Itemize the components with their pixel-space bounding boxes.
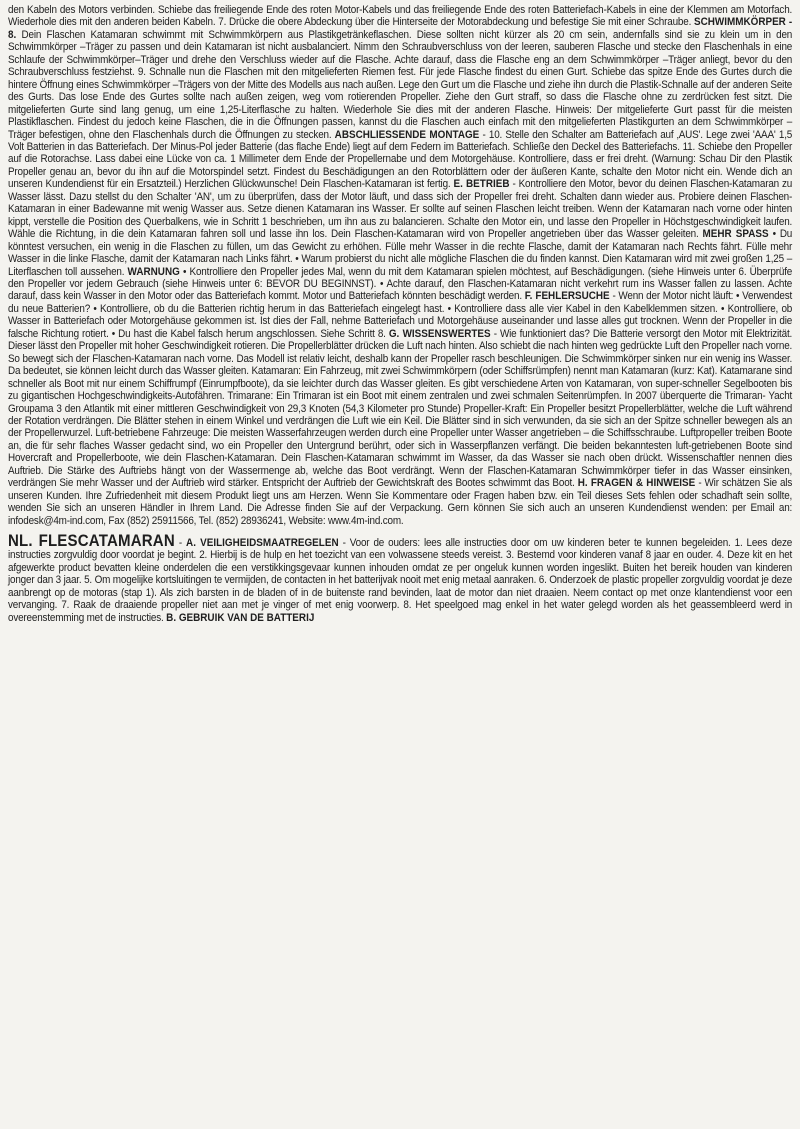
body-text: • Kontrolliere den Propeller jedes Mal, wenn du mit dem Katamaran spielen möchtest, auf Beschädigungen. (siehe Hinweis unter 6. Überprüfe den Propeller vor jedem Gebrauch (siehe Hinweis unter 6: BEVOR DU BEGINNST). • Achte darauf, den Flaschen-Katamaran nicht verkehrt rum ins Wasser fallen zu lassen. Achte darauf, dass kein Wasser in den Motor oder das Batteriefach kommt. Motor und Batteriefach könnten beschädigt werden. xyxy=(8,265,793,303)
body-text: - Wie funktioniert das? Die Batterie versorgt den Motor mit Elektrizität. Dieser lässt den Propeller mit hoher Geschwindigkeit rotieren. Die Propellerblätter drücken die Luft nach hinten. Also schiebt die nach hinten weg gedrückte Luft den Propeller nach vorne. So bewegt sich der Flaschen-Katamaran nach vorne. Das Modell ist relativ leicht, deshalb kann der Propeller rasch beschleunigen. Die Schwimmkörper sinken nur ein wenig ins Wasser. Da bedeutet, sie können leicht durch das Wasser gleiten. Katamaran: Ein Fahrzeug, mit zwei Schwimmkörpern (oder Schiffsrümpfen) nennt man Katamaran (kurz: Kat). Katamarane sind schneller als Boot mit nur einem Schiffrumpf (Einrumpfboote), da sie leichter durch das Wasser gleiten. Es gibt verschiedene Arten von Katamaran, von super-schneller Segelbooten bis zu gigantischen Hochgeschwindigkeits-Autofähren. Trimarane: Ein Trimaran ist ein Boot mit einem zentralen und zwei schmalen Seitenrümpfen. In 2007 überquerte die Trimaran- Yacht Groupama 3 den Atlantik mit einer mittleren Geschwindigkeit von 29,3 Knoten (54,3 Kilometer pro Stunde) Propeller-Kraft: Ein Propeller besitzt Propellerblätter, welche die Luft während der Rotation verdrängen. Die Blätter stehen in einem Winkel und verdrängen die Luft wie ein Keil. Die Blätter sind in sich verwunden, da sie sich an der Spitze schneller bewegen als an der Propellerwurzel. Luft-betriebene Fahrzeuge: Die meisten Wasserfahrzeugen werden durch eine Propeller unter Wasser angetrieben – die Schiffsschraube. Luftpropeller treiben Boote an, die für sehr flaches Wasser gedacht sind, wo ein Propeller den Untergrund berührt, oder sich in Wasserpflanzen verfängt. Die beiden bekanntesten luft-getriebenen Boote sind Hovercraft and Propellerboote, wie dein Flaschen-Katamaran. Dein Flaschen-Katamaran schwimmt im Wasser, da das Wasser sie nach oben drückt. Wissenschaftler nennen dies Auftrieb. Die Stärke des Auftriebs hängt von der Wassermenge ab, welche das Boot verdrängt. Wenn der Flaschen-Katamaran Schwimmkörper tiefer in das Wasser einsinken, verdrängen Sie mehr Wasser und der Auftrieb wird stärker. Entspricht der Auftrieb der Gewichtskraft des Bootes schwimmt das Boot. xyxy=(8,327,793,490)
body-text: - 10. Stelle den Schalter am Batteriefach auf ‚AUS'. Lege zwei 'AAA' 1,5 Volt Batterien in das Batteriefach. Der Minus-Pol jeder Batterie (das flache Ende) liegt auf dem Federn im Batteriefach. Schließe den Deckel des Batteriefachs. 11. Schiebe den Propeller auf die Rotorachse. Lass dabei eine Lücke von ca. 1 Millimeter dem Ende der Propellernabe und dem Motorgehäuse. Kontrolliere, dass er frei dreht. (Warnung: Schau Dir den Plastik Propeller genau an, bevor du ihn auf die Motorspindel setzt. Findest du Beschädigungen an den Rotorblättern oder der äußeren Kante, schalte den Motor nicht ein. Wende dich an unseren Kundendienst für ein Ersatzteil.) Herzlichen Glückwunsche! Dein Flaschen-Katamaran ist fertig. xyxy=(8,128,793,191)
body-text: • Du könntest versuchen, ein wenig in die Flaschen zu füllen, um das Gewicht zu erhöhen. Fülle mehr Wasser in die rechte Flasche, damit der Katamaran nach Rechts fährt. Fülle mehr Wasser in die linke Flasche, damit der Katamaran nach Links fährt. • Warum probierst du nicht alle mögliche Flaschen die du finden kannst. Dien Katamaran wird mit zwei großen 1,25 – Literflaschen toll aussehen. xyxy=(8,228,793,278)
section-heading: E. BETRIEB xyxy=(453,178,510,191)
section-heading: G. WISSENSWERTES xyxy=(388,327,491,340)
body-text: - Wir schätzen Sie als unseren Kunden. Ihre Zufriedenheit mit diesem Produkt liegt uns am Herzen. Wenn Sie Kommentare oder Fragen haben bzw. ein Teil dieses Sets fehlen oder schadhaft sein sollte, wenden Sie sich an unseren Händler in Ihrem Land. Die Adresse finden Sie auf der Verpackung. Gern können Sie sich auch an unseren Kundendienst wenden: per Email an: infodesk@4m-ind.com, Fax (852) 25911566, Tel. (852) 28936241, Website: www.4m-ind.com. xyxy=(8,477,793,527)
german-instructions-text xyxy=(8,4,792,527)
section-heading: WARNUNG xyxy=(127,265,180,278)
section-heading: F. FEHLERSUCHE xyxy=(524,290,610,303)
section-title-nl: NL. FLESCATAMARAN xyxy=(8,531,175,551)
section-heading: ABSCHLIESSENDE MONTAGE xyxy=(334,128,480,141)
body-text: Dein Flaschen Katamaran schwimmt mit Schwimmkörpern aus Plastikgetränkeflaschen. Diese sollten nicht kürzer als 20 cm sein, andernfalls sind sie zu klein um in den Schwimmkörper –Träger zu passen und dein Katamaran ist nicht ausbalanciert. Nimm den Schraubverschluss von der leeren, sauberen Flasche und stecke den Flaschenhals in eine Schlaufe der Schwimmkörper–Träger und drehe den Verschluss wieder auf die Flasche. Achte darauf, dass die Flasche eng an dem Schwimmkörper –Träger anliegt, bevor du den Schraubverschluss festziehst. 9. Schnalle nun die Flaschen mit den mitgelieferten Riemen fest. Für jede Flasche findest du einen Gurt. Schiebe das spitze Ende des Gurtes durch die hintere Öffnung eines Schwimmkörper –Trägers von der Mitte des Modells aus nach außen. Lege den Gurt um die Flasche und ziehe ihn durch die Plastik-Schnalle auf der anderen Seite des Gurts. Das lose Ende des Gurtes sollte nach außen zeigen, weg vom rotierenden Propeller. Ziehe den Gurt straff, so dass die Flasche ohne zu zerdrücken fest sitzt. Die mitgelieferten Gurte sind lang genug, um eine 1,25-Literflasche zu halten. Wiederhole Sie dies mit der anderen Flasche. Hinweis: Der mitgelieferte Gurt passt für die meisten Plastikflaschen. Findest du jedoch keine Flaschen, die in die Öffnungen passen, kannst du die Flaschen auch einfach mit den mitgelieferten Plastikgurten an dem Schwimmkörper –Träger befestigen, ohne den Flaschenhals durch die Öffnungen zu stecken. xyxy=(8,28,793,141)
body-text: den Kabeln des Motors verbinden. Schiebe das freiliegende Ende des roten Motor-Kabels und das freiliegende Ende des roten Batteriefach-Kabels in eine der Klemmen am Motorfach. Wiederhole dies mit den anderen beiden Kabeln. 7. Drücke die obere Abdeckung über die Hinterseite der Motorabdeckung und befestige Sie mit einer Schraube. xyxy=(8,4,793,29)
section-heading: H. FRAGEN & HINWEISE xyxy=(577,477,696,490)
body-text: - Wenn der Motor nicht läuft: • Verwendest du neue Batterien? • Kontrolliere, ob du die Batterien richtig herum in das Batteriefach eingelegt hast. • Kontrolliere dass alle vier Kabel in den Kabelklemmen sitzen. • Kontrolliere, ob Wasser in Batteriefach oder Motorgehäuse gekommen ist. Ist dies der Fall, nehme Batteriefach und Motorgehäuse auseinander und lasse alles gut trocknen. Wenn der Propeller in die falsche Richtung rotiert. • Du hast die Kabel falsch herum angschlossen. Siehe Schritt 8. xyxy=(8,290,793,340)
body-text: - Voor de ouders: lees alle instructies door om uw kinderen beter te kunnen begeleiden. 1. Lees deze instructies zorgvuldig door voordat je begint. 2. Hierbij is de hulp en het toezicht van een volwassene steeds vereist. 3. Bestemd voor kinderen vanaf 8 jaar en ouder. 4. Deze kit en het afgewerkte product bevatten kleine onderdelen die een verstikkingsgevaar kunnen inhouden omdat ze per ongeluk kunnen worden ingeslikt. Buiten het bereik houden van kinderen jonger dan 3 jaar. 5. Om mogelijke kortsluitingen te vermijden, de contacten in het batterijvak nooit met enig metaal aanraken. 6. Onderzoek de plastic propeller zorgvuldig voordat je deze aanbrengt op de motoras (stap 1). Als zich barsten in de bladen of in de buitenste rand bevinden, laat de motor dan niet draaien. Neem contact op met onze klantendienst voor een vervanging. 7. Raak de draaiende propeller niet aan met je vinger of met enig voorwerp. 8. Het speelgoed mag enkel in het water gelegd worden als het geassembleerd werd in overeenstemming met de instructies. xyxy=(8,537,793,624)
section-heading: MEHR SPASS xyxy=(702,228,769,241)
section-heading: A. VEILIGHEIDSMAATREGELEN xyxy=(186,537,339,550)
body-text: - Kontrolliere den Motor, bevor du deinen Flaschen-Katamaran zu Wasser lässt. Dazu stellst du den Schalter 'AN', um zu überprüfen, dass der Motor läuft, und dass sich der Propeller frei dreht. Schalten dann wieder aus. Probiere deinen Flaschen-Katamaran in einer Badewanne mit wenig Wasser aus. Setze dienen Katamaran ins Wasser. Er sollte auf seinen Flaschen leicht treiben. Wenn der Katamaran nach vorne oder hinten kippt, verstelle die Position des Querbalkens, wie in Schritt 1 beschrieben, um ihn aus zu balancieren. Schalte den Motor ein, und lasse den Propeller in Höchstgeschwindigkeit laufen. Wähle die Richtung, in die dein Katamaran fahren soll und lasse ihn los. Dein Flaschen-Katamaran wird von Propeller angetrieben über das Wasser geleiten. xyxy=(8,178,793,241)
section-heading: SCHWIMMKÖRPER - 8. xyxy=(8,16,793,41)
section-heading: B. GEBRUIK VAN DE BATTERIJ xyxy=(166,611,315,624)
dutch-instructions-text xyxy=(8,531,793,624)
body-text: - xyxy=(174,537,187,550)
